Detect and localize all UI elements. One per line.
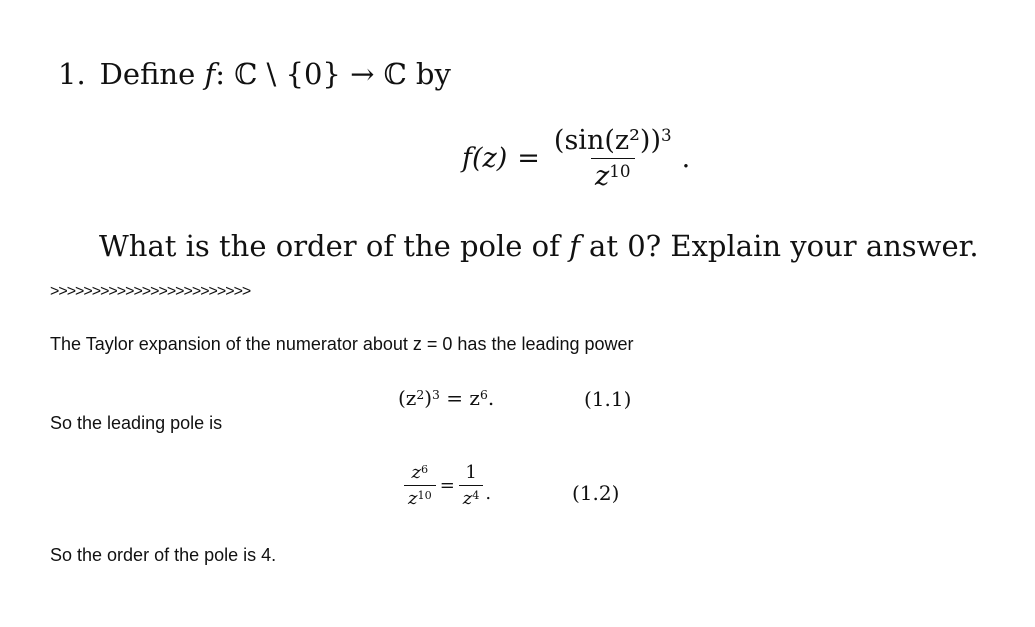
eq-1-2-frac1-numerator [408,462,433,485]
frac2-num: 1 [465,462,477,483]
equation-1-2-label: (1.2) [572,481,620,505]
formula-lhs: f(z) [462,143,508,174]
frac1-num-base: z [411,462,422,483]
define-word: Define [99,57,196,91]
numerator-power: 3 [661,125,672,146]
eq-1-2-frac1-denominator [404,485,436,509]
function-definition-formula [462,125,690,192]
answer-paragraph-1: The Taylor expansion of the numerator about z = 0 has the leading power [50,334,634,354]
equation-1-1-label: (1.1) [584,387,632,411]
eq-1-2-frac2-numerator [461,462,480,485]
denominator-power: 10 [609,161,631,182]
numerator-text: (sin(z²)) [553,125,661,156]
equation-1-1 [398,386,494,410]
equation-1-2 [404,462,491,509]
denominator-base: z [595,161,610,192]
eq-1-1-close: ) [424,386,433,410]
question-before: What is the order of the pole of [99,229,560,263]
eq-1-2-fraction-2 [459,462,484,509]
eq-1-2-frac2-denominator [459,485,484,509]
answer-paragraph-3: So the order of the pole is 4. [50,545,277,565]
frac2-den-base: z [462,488,473,509]
question-text [99,229,979,263]
problem-number: 1. [58,57,86,91]
eq-1-2-terminator: . [485,483,492,504]
eq-1-1-equals: = z [439,386,480,410]
eq-1-1-terminator: . [487,386,495,410]
by-word: by [415,57,451,91]
formula-equals: = [517,143,540,174]
formula-denominator [591,158,635,192]
eq-1-2-equals: = [439,475,455,496]
eq-1-1-outer-power: 3 [432,387,440,403]
function-mapping: : ℂ \ {0} → ℂ [215,57,407,91]
question-after: at 0? Explain your answer. [589,229,979,263]
eq-1-2-fraction-1 [404,462,436,509]
frac1-den-base: z [408,488,418,509]
frac1-num-power: 6 [421,462,429,476]
question-function-symbol: f [569,229,580,263]
function-symbol: f [204,57,216,91]
formula-fraction [550,125,676,192]
formula-numerator [550,125,676,158]
eq-1-1-rhs-power: 6 [479,387,488,403]
frac2-den-power: 4 [472,488,480,502]
formula-terminator: . [681,143,691,174]
eq-1-1-inner-power: 2 [416,387,425,403]
answer-paragraph-2: So the leading pole is [50,413,223,433]
problem-heading [58,57,451,91]
eq-1-1-lhs-base: (z [398,386,417,410]
frac1-den-power: 10 [417,488,432,502]
separator-line: >>>>>>>>>>>>>>>>>>>>>>>> [50,283,251,300]
